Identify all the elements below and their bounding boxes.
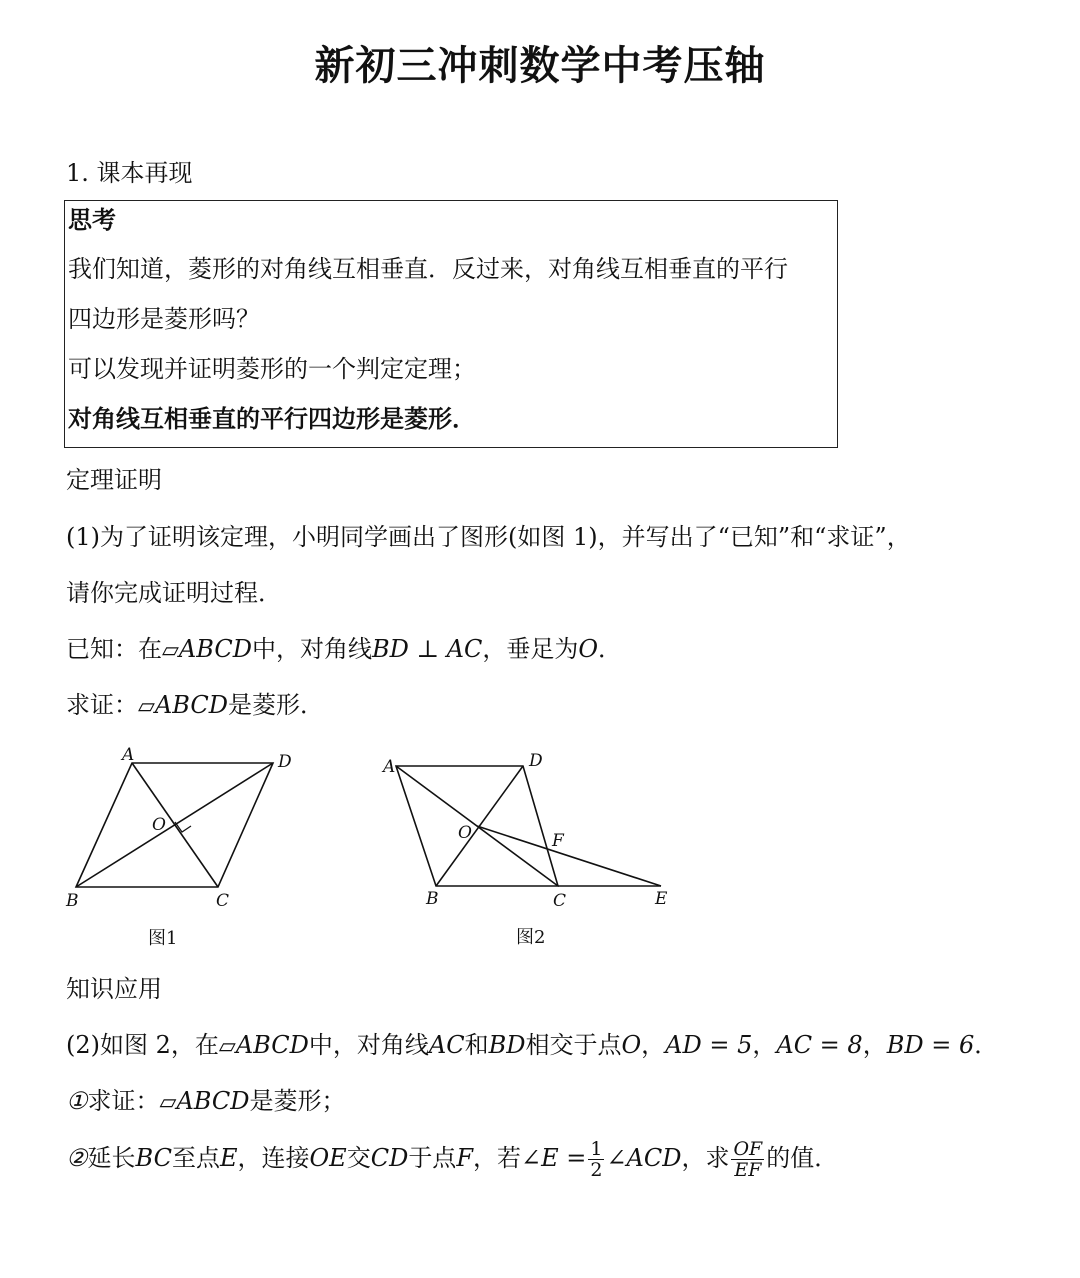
given-o: O — [578, 635, 599, 663]
q2-2-text-1: 延长 — [87, 1144, 136, 1172]
q2-2-bc: BC — [135, 1144, 172, 1172]
given-relation: BD ⊥ AC — [371, 635, 483, 663]
prove-abcd: ABCD — [154, 691, 228, 719]
section-heading: 1. 课本再现 — [66, 159, 193, 187]
application-heading: 知识应用 — [66, 975, 162, 1003]
fig1-label-o: O — [152, 815, 166, 835]
fig2-label-c: C — [553, 891, 567, 910]
parallelogram-icon: ▱ — [138, 694, 155, 719]
prove-prefix: 求证： — [66, 691, 138, 719]
q2-1-prefix: 求证： — [87, 1087, 160, 1115]
q2-2-text-8: 的值． — [766, 1144, 839, 1172]
think-heading: 思考 — [68, 206, 116, 234]
q2-ad-eq: AD = 5 — [665, 1031, 753, 1059]
q2-1-abcd: ABCD — [176, 1087, 250, 1115]
q2-ac: AC — [428, 1031, 465, 1059]
half-fraction — [588, 1139, 604, 1180]
think-line-1: 我们知道，菱形的对角线互相垂直．反过来，对角线互相垂直的平行 — [68, 255, 788, 283]
given-abcd: ABCD — [178, 635, 252, 663]
page-title: 新初三冲刺数学中考压轴 — [314, 43, 766, 89]
fig1-label-d: D — [278, 752, 292, 772]
q2-1-tail: 是菱形； — [249, 1087, 346, 1115]
q2-ac-eq: AC = 8 — [776, 1031, 863, 1059]
q2-2-marker: ② — [66, 1144, 88, 1172]
fig1-label-c: C — [216, 891, 230, 910]
think-line-2: 四边形是菱形吗？ — [68, 305, 260, 333]
q2-text-2: 中，对角线 — [308, 1031, 429, 1059]
fig2-label-o: O — [458, 823, 472, 843]
fig1-caption: 图1 — [148, 928, 178, 949]
q2-text-3: 和 — [464, 1031, 489, 1059]
half-numerator: 1 — [590, 1138, 603, 1160]
fig2-label-f: F — [552, 831, 564, 851]
q2-2-f: F — [456, 1144, 473, 1172]
think-line-3: 可以发现并证明菱形的一个判定定理； — [68, 355, 476, 383]
q2-2-e: E — [219, 1144, 238, 1172]
ef-denominator: EF — [734, 1159, 762, 1181]
q2-end: ． — [974, 1031, 999, 1059]
proof-heading: 定理证明 — [66, 466, 162, 494]
q2-2-line — [66, 1136, 838, 1180]
q2-2-text-6: ，若 — [472, 1144, 521, 1172]
fig1-label-b: B — [66, 891, 79, 910]
given-mid: 中，对角线 — [251, 635, 372, 663]
figure-2 — [378, 745, 688, 910]
q2-1-marker: ① — [66, 1087, 88, 1115]
fig2-segment-oe — [477, 826, 661, 886]
fig2-label-e: E — [655, 889, 668, 909]
q2-2-oe: OE — [309, 1144, 347, 1172]
q1-given — [66, 634, 622, 666]
of-numerator: OF — [733, 1138, 763, 1160]
q2-2-text-3: ，连接 — [237, 1144, 310, 1172]
q2-2-text-7: ，求 — [681, 1144, 730, 1172]
parallelogram-icon: ▱ — [162, 638, 179, 663]
fig2-caption: 图2 — [516, 927, 546, 948]
q2-2-cd: CD — [370, 1144, 409, 1172]
prove-tail: 是菱形． — [227, 691, 324, 719]
fig2-label-d: D — [529, 751, 543, 771]
of-ef-fraction — [731, 1139, 764, 1180]
q2-line — [66, 1030, 998, 1062]
fig2-label-a: A — [383, 757, 396, 777]
fig2-label-b: B — [426, 889, 439, 909]
q2-bd: BD — [488, 1031, 526, 1059]
q2-o: O — [621, 1031, 642, 1059]
q2-2-text-4: 交 — [346, 1144, 371, 1172]
given-end: ． — [598, 635, 623, 663]
q2-comma-2: ， — [862, 1031, 887, 1059]
q2-2-angle-e: ∠E = — [520, 1144, 587, 1172]
fig1-diagonal-bd — [76, 763, 273, 887]
q1-prove — [66, 690, 324, 722]
q2-2-text-5: 于点 — [408, 1144, 457, 1172]
q2-comma-1: ， — [752, 1031, 777, 1059]
parallelogram-icon: ▱ — [159, 1090, 177, 1115]
parallelogram-icon: ▱ — [218, 1034, 236, 1059]
q2-1-line — [66, 1086, 345, 1118]
q2-text-5: ， — [641, 1031, 666, 1059]
q1-line-2: 请你完成证明过程． — [66, 579, 282, 607]
q2-2-angle-acd: ∠ACD — [606, 1144, 682, 1172]
fig1-label-a: A — [122, 745, 135, 765]
half-denominator: 2 — [590, 1159, 603, 1181]
given-prefix: 已知：在 — [66, 635, 162, 663]
q2-2-text-2: 至点 — [171, 1144, 220, 1172]
q2-abcd: ABCD — [235, 1031, 309, 1059]
q2-text-4: 相交于点 — [525, 1031, 622, 1059]
figure-1 — [60, 740, 320, 910]
given-tail: ，垂足为 — [482, 635, 579, 663]
q1-line-1: (1)为了证明该定理，小明同学画出了图形(如图 1)，并写出了“已知”和“求证”， — [66, 523, 911, 551]
q2-text-1: (2)如图 2，在 — [66, 1031, 219, 1059]
think-theorem: 对角线互相垂直的平行四边形是菱形． — [68, 405, 476, 433]
q2-bd-eq: BD = 6 — [886, 1031, 975, 1059]
